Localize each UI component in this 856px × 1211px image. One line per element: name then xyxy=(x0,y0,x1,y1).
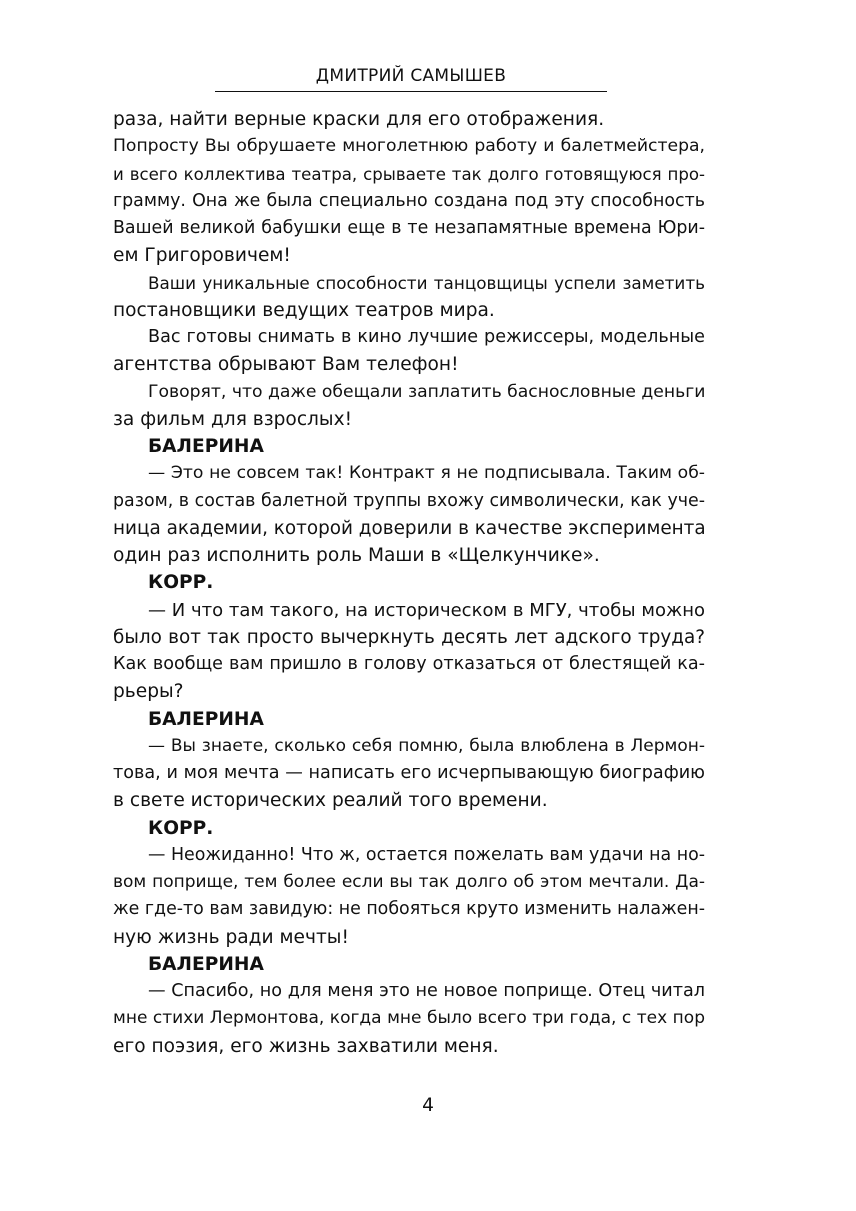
text-line: вом поприще, тем более если вы так долго об этом мечтали. Да- xyxy=(113,872,705,892)
text-line: агентства обрывают Вам телефон! xyxy=(113,354,459,376)
text-line: ница академии, которой доверили в качестве эксперимента xyxy=(113,517,706,539)
speaker-name: БАЛЕРИНА xyxy=(148,953,264,975)
text-line: ем Григоровичем! xyxy=(113,245,291,267)
text-line: было вот так просто вычеркнуть десять лет адского труда? xyxy=(113,626,705,648)
header-rule xyxy=(215,91,607,92)
text-line: его поэзия, его жизнь захватили меня. xyxy=(113,1035,499,1057)
text-line: грамму. Она же была специально создана под эту способность xyxy=(113,190,705,211)
text-line: Ваши уникальные способности танцовщицы успели заметить xyxy=(148,272,705,293)
text-line: Как вообще вам пришло в голову отказаться от блестящей ка- xyxy=(113,654,705,674)
text-line: же где-то вам завидую: не побояться круто изменить налажен- xyxy=(113,899,705,920)
speaker-name: БАЛЕРИНА xyxy=(148,436,264,457)
text-line: и всего коллектива театра, срываете так долго готовящуюся про- xyxy=(113,164,705,184)
text-line: Говорят, что даже обещали заплатить баснословные деньги xyxy=(148,381,706,402)
page-body-text xyxy=(113,106,705,1060)
text-line: постановщики ведущих театров мира. xyxy=(113,299,495,321)
text-line: — Это не совсем так! Контракт я не подписывала. Таким об- xyxy=(148,463,705,484)
page-number: 4 xyxy=(422,1095,434,1116)
text-line: — Спасибо, но для меня это не новое поприще. Отец читал xyxy=(148,981,705,1001)
speaker-name: КОРР. xyxy=(148,817,214,839)
text-line: раза, найти верные краски для его отображения. xyxy=(113,109,605,130)
text-line: Вашей великой бабушки еще в те незапамятные времена Юри- xyxy=(113,218,705,238)
running-head-author: ДМИТРИЙ САМЫШЕВ xyxy=(315,66,507,86)
text-line: — И что там такого, на историческом в МГУ, чтобы можно xyxy=(148,599,705,621)
text-line: — Неожиданно! Что ж, остается пожелать вам удачи на но- xyxy=(148,844,705,865)
text-line: — Вы знаете, сколько себя помню, была влюблена в Лермон- xyxy=(148,735,705,756)
text-line: за фильм для взрослых! xyxy=(113,408,353,430)
text-line: разом, в состав балетной труппы вхожу символически, как уче- xyxy=(113,490,705,511)
text-line: ную жизнь ради мечты! xyxy=(113,926,349,948)
text-line: один раз исполнить роль Маши в «Щелкунчике». xyxy=(113,545,600,566)
text-line: мне стихи Лермонтова, когда мне было всего три года, с тех пор xyxy=(113,1008,705,1029)
text-line: рьеры? xyxy=(113,681,184,703)
text-line: Вас готовы снимать в кино лучшие режиссеры, модельные xyxy=(148,327,705,347)
speaker-name: КОРР. xyxy=(148,572,214,594)
speaker-name: БАЛЕРИНА xyxy=(148,708,264,730)
text-line: Попросту Вы обрушаете многолетнюю работу и балетмейстера, xyxy=(113,136,705,157)
text-line: в свете исторических реалий того времени. xyxy=(113,790,548,812)
text-line: това, и моя мечта — написать его исчерпывающую биографию xyxy=(113,763,705,783)
